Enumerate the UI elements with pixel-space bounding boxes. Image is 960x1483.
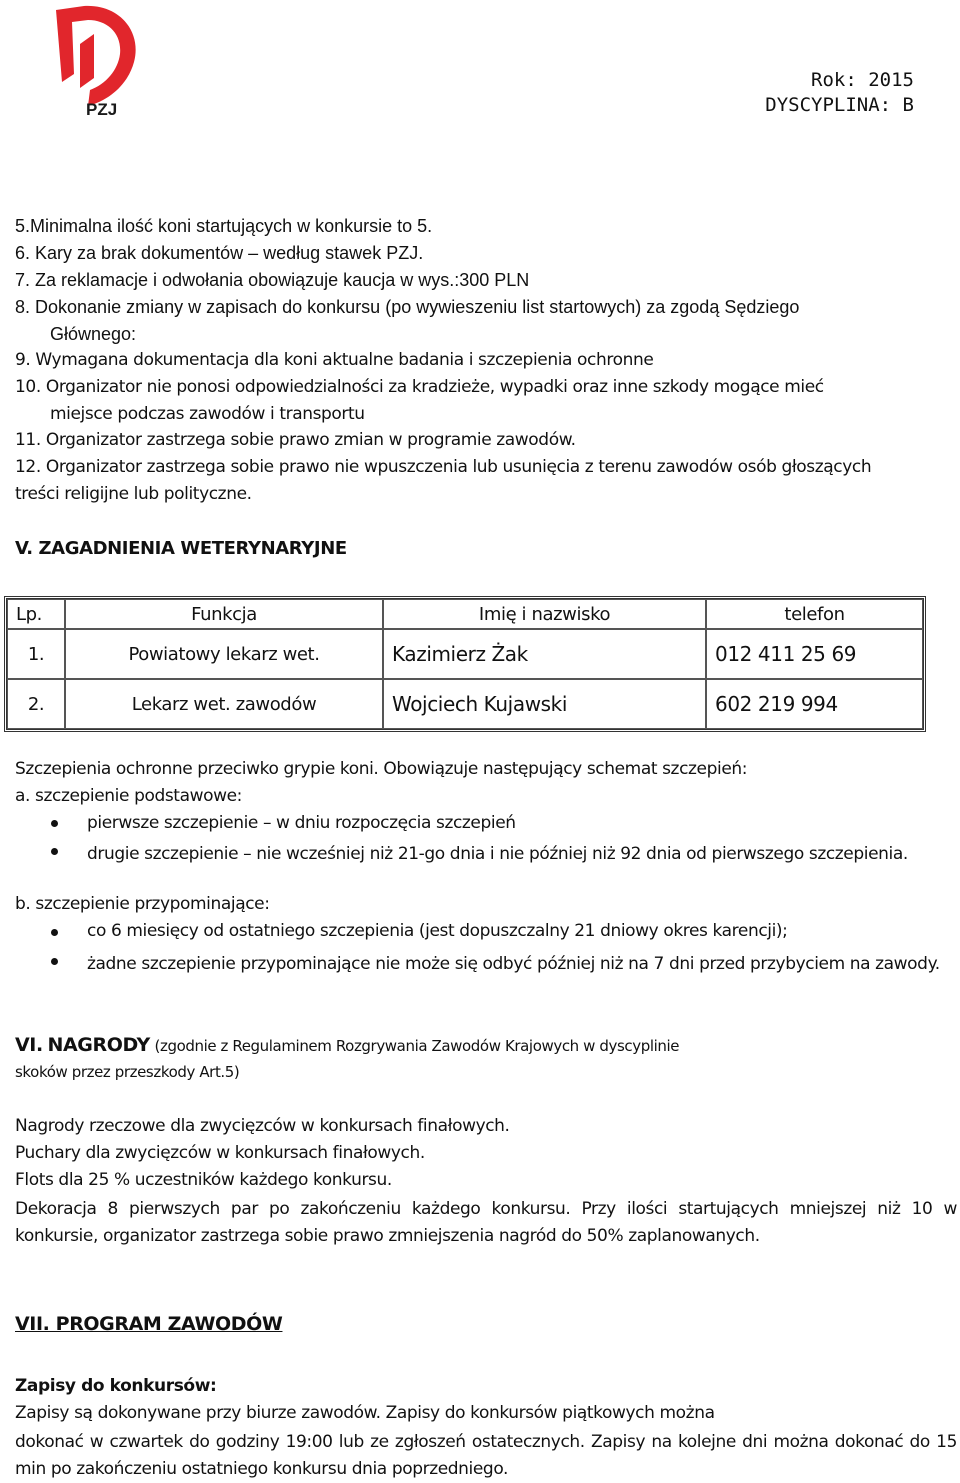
section-vi-title: [15, 1034, 679, 1056]
rule-8: 8. Dokonanie zmiany w zapisach do konkursu (po wywieszeniu list startowych) za zgodą Sędziego: [15, 297, 800, 317]
table-cell: Kazimierz Żak: [383, 629, 706, 679]
booster-item-2: żadne szczepienie przypominające nie może się odbyć później niż na 7 dni przed przybyciem na zawody.: [87, 954, 940, 974]
section-vi-name: NAGRODY: [47, 1034, 150, 1056]
basic-item-2: drugie szczepienie – nie wcześniej niż 21-go dnia i nie później niż 92 dnia od pierwszego szczepienia.: [87, 844, 908, 864]
basic-vaccination-label: a. szczepienie podstawowe:: [15, 786, 242, 806]
section-vi-note-cont: skoków przez przeszkody Art.5): [15, 1063, 240, 1081]
prize-line-1: Nagrody rzeczowe dla zwycięzców w konkursach finałowych.: [15, 1116, 510, 1136]
rule-8-cont: Głównego:: [50, 324, 137, 344]
booster-vaccination-label: b. szczepienie przypominające:: [15, 894, 270, 914]
decoration-paragraph: Dekoracja 8 pierwszych par po zakończeniu każdego konkursu. Przy ilości startujących mniejszej niż 10 w konkursie, organizator zastrzega sobie prawo zmniejszenia nagród do 50% zaplanowanych.: [15, 1199, 957, 1246]
entries-paragraph: dokonać w czwartek do godziny 19:00 lub ze zgłoszeń ostatecznych. Zapisy na kolejne dni można dokonać do 15 min po zakończeniu ostatniego konkursu dnia poprzedniego.: [15, 1432, 957, 1479]
rule-10: 10. Organizator nie ponosi odpowiedzialności za kradzieże, wypadki oraz inne szkody mogące mieć: [15, 377, 824, 397]
rule-12: 12. Organizator zastrzega sobie prawo nie wpuszczenia lub usunięcia z terenu zawodów osób głoszących: [15, 457, 872, 477]
pzj-logo: [50, 4, 140, 126]
table-header-cell: telefon: [706, 599, 923, 629]
table-cell: 1.: [7, 629, 65, 679]
bullet-icon: [51, 958, 58, 965]
table-header-cell: Funkcja: [65, 599, 383, 629]
vaccination-intro: Szczepienia ochronne przeciwko grypie koni. Obowiązuje następujący schemat szczepień:: [15, 759, 748, 779]
section-vi-number: VI.: [15, 1034, 43, 1056]
logo-text: PZJ: [86, 100, 118, 119]
header-discipline: DYSCYPLINA: B: [765, 94, 914, 116]
prize-line-3: Flots dla 25 % uczestników każdego konkursu.: [15, 1170, 392, 1190]
table-header-cell: Lp.: [7, 599, 65, 629]
rule-6: 6. Kary za brak dokumentów – według stawek PZJ.: [15, 243, 424, 263]
rule-9: 9. Wymagana dokumentacja dla koni aktualne badania i szczepienia ochronne: [15, 350, 654, 370]
bullet-icon: [51, 820, 58, 827]
rule-11: 11. Organizator zastrzega sobie prawo zmian w programie zawodów.: [15, 430, 576, 450]
entries-label: Zapisy do konkursów:: [15, 1376, 217, 1396]
table-cell: Wojciech Kujawski: [383, 679, 706, 729]
prize-line-2: Puchary dla zwycięzców w konkursach finałowych.: [15, 1143, 425, 1163]
rule-12-cont: treści religijne lub polityczne.: [15, 484, 252, 504]
table-row: [7, 629, 923, 679]
entries-line-1: Zapisy są dokonywane przy biurze zawodów. Zapisy do konkursów piątkowych można: [15, 1403, 715, 1423]
section-v-title: V. ZAGADNIENIA WETERYNARYJNE: [15, 538, 347, 559]
rule-10-cont: miejsce podczas zawodów i transportu: [50, 404, 365, 424]
section-vi-note: (zgodnie z Regulaminem Rozgrywania Zawodów Krajowych w dyscyplinie: [154, 1037, 680, 1055]
rule-7: 7. Za reklamacje i odwołania obowiązuje kaucja w wys.:300 PLN: [15, 270, 530, 290]
rule-5: 5.Minimalna ilość koni startujących w konkursie to 5.: [15, 216, 433, 236]
table-cell: 012 411 25 69: [706, 629, 923, 679]
table-cell: Lekarz wet. zawodów: [65, 679, 383, 729]
table-header-cell: Imię i nazwisko: [383, 599, 706, 629]
table-header-row: [7, 599, 923, 629]
table-cell: 602 219 994: [706, 679, 923, 729]
bullet-icon: [51, 929, 58, 936]
header-year: Rok: 2015: [811, 69, 914, 91]
table-cell: 2.: [7, 679, 65, 729]
vet-table: [4, 596, 926, 732]
section-vii-title: VII. PROGRAM ZAWODÓW: [15, 1313, 283, 1335]
table-cell: Powiatowy lekarz wet.: [65, 629, 383, 679]
booster-item-1: co 6 miesięcy od ostatniego szczepienia (jest dopuszczalny 21 dniowy okres karencji);: [87, 921, 788, 941]
table-row: [7, 679, 923, 729]
bullet-icon: [51, 848, 58, 855]
basic-item-1: pierwsze szczepienie – w dniu rozpoczęcia szczepień: [87, 813, 516, 833]
